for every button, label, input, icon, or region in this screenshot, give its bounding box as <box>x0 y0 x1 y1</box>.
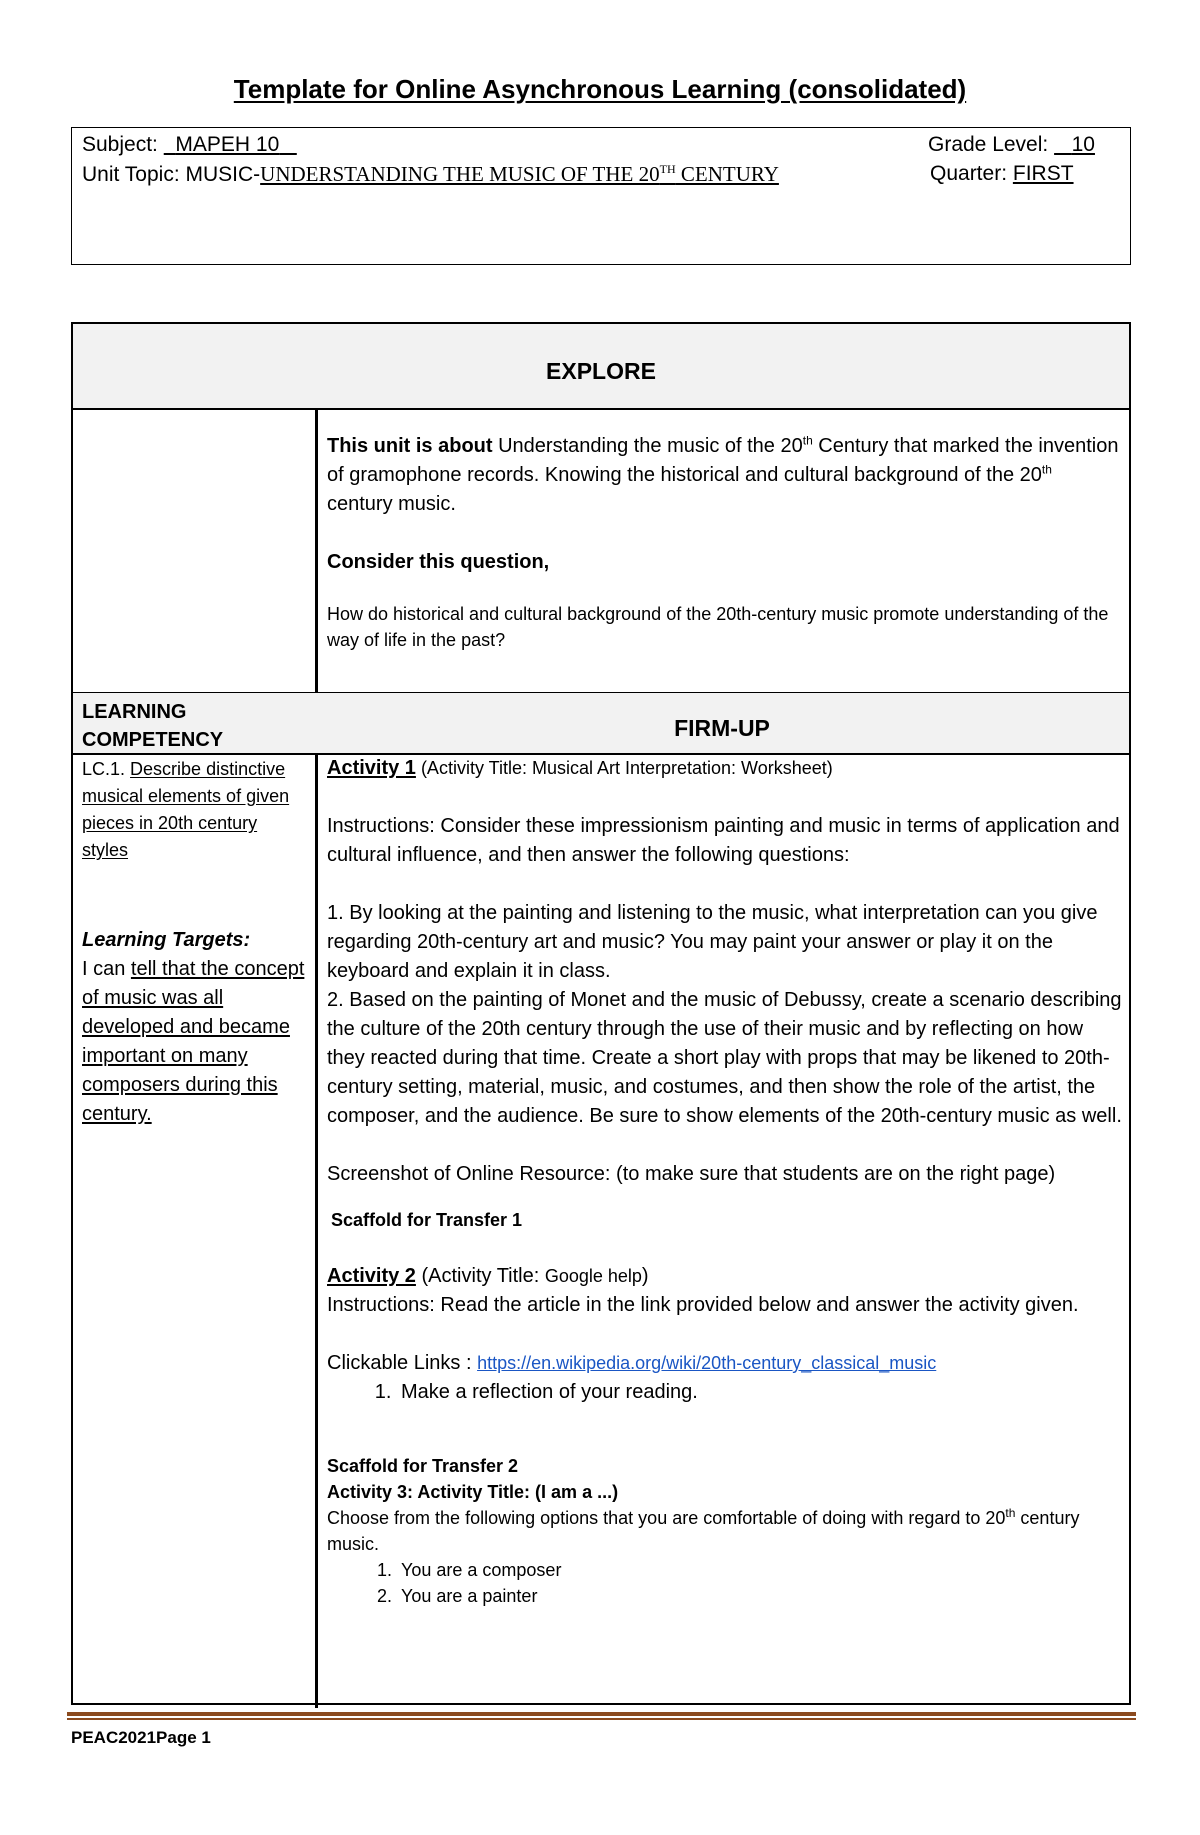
explore-cell <box>327 432 1122 653</box>
activity-3-text: Choose from the following options that you are comfortable of doing with regard to 20th century music. <box>327 1506 1080 1554</box>
learning-competency-heading: LEARNING COMPETENCY <box>82 701 224 751</box>
unit-row <box>82 162 779 187</box>
learning-targets: Learning Targets: I can tell that the concept of music was all developed and became important on many composers during this century. <box>82 929 305 1125</box>
explore-header <box>73 324 1129 410</box>
activity-3-title: Activity 3: Activity Title: (I am a ...) <box>327 1482 619 1502</box>
firm-up-heading: FIRM-UP <box>674 715 770 741</box>
list-item: 2. You are a painter <box>397 1583 1122 1609</box>
firm-up-cell <box>327 754 1122 1609</box>
activity-1-title: Activity 1 (Activity Title: Musical Art Interpretation: Worksheet) <box>327 757 833 779</box>
firm-up-header <box>73 692 1129 755</box>
activity-3-options <box>327 1557 1122 1609</box>
activity-2-title: Activity 2 (Activity Title: Google help) <box>327 1265 649 1287</box>
activity-1-question-2: 2. Based on the painting of Monet and the music of Debussy, create a scenario describing the culture of the 20th century through the use of their music and by reflecting on how they reacted during that time. Create a short play with props that may be likened to 20th-century setting, material, music, and costumes, and then show the role of the artist, the composer, and the audience. Be sure to show elements of the 20th-century music as well. <box>327 989 1122 1127</box>
consider-question: Consider this question, <box>327 551 550 573</box>
lesson-table <box>71 322 1131 1705</box>
quarter-row <box>930 162 1074 186</box>
screenshot-note: Screenshot of Online Resource: (to make sure that students are on the right page) <box>327 1163 1056 1185</box>
footer-rule-thin <box>67 1718 1136 1720</box>
subject-value: MAPEH 10 <box>175 133 280 156</box>
header-box <box>71 127 1131 265</box>
list-item: 1. Make a reflection of your reading. <box>397 1378 1122 1407</box>
list-item: 1. You are a composer <box>397 1557 1122 1583</box>
wikipedia-link[interactable]: https://en.wikipedia.org/wiki/20th-century_classical_music <box>477 1353 937 1373</box>
activity-1-question-1: 1. By looking at the painting and listening to the music, what interpretation can you give regarding 20th-century art and music? You may paint your answer or play it on the keyboard and explain it in class. <box>327 902 1098 982</box>
quarter-value: FIRST <box>1012 162 1074 185</box>
column-divider <box>315 408 318 1708</box>
competency-cell <box>82 756 307 1129</box>
subject-row <box>82 133 297 157</box>
clickable-links: Clickable Links : https://en.wikipedia.org/wiki/20th-century_classical_music <box>327 1352 937 1374</box>
grade-value: 10 <box>1071 133 1095 156</box>
page-title: Template for Online Asynchronous Learning (consolidated) <box>233 74 967 104</box>
activity-1-instructions: Instructions: Consider these impressionism painting and music in terms of application and cultural influence, and then answer the following questions: <box>327 815 1120 866</box>
activity-2-list <box>327 1378 1122 1407</box>
unit-label: Unit Topic: MUSIC- <box>82 163 261 186</box>
explore-heading: EXPLORE <box>546 358 656 384</box>
unit-intro: This unit is about Understanding the music of the 20th Century that marked the invention of gramophone records. Knowing the historical and cultural background of the 20th century music. <box>327 433 1119 515</box>
quarter-label: Quarter: <box>930 162 1008 185</box>
grade-row <box>928 133 1095 157</box>
page-footer: PEAC2021Page 1 <box>71 1728 211 1747</box>
activity-3-block <box>327 1453 1122 1609</box>
footer-rule <box>67 1712 1136 1716</box>
activity-2-instructions: Instructions: Read the article in the link provided below and answer the activity given. <box>327 1294 1079 1316</box>
unit-topic: UNDERSTANDING THE MUSIC OF THE 20TH CENTURY <box>260 162 779 186</box>
competency-text: LC.1. Describe distinctive musical elements of given pieces in 20th century styles <box>82 759 290 860</box>
scaffold-transfer-2: Scaffold for Transfer 2 <box>327 1456 519 1476</box>
essential-question: How do historical and cultural background of the 20th-century music promote understanding of the way of life in the past? <box>327 604 1109 650</box>
subject-label: Subject: <box>82 133 158 156</box>
grade-label: Grade Level: <box>928 133 1049 156</box>
scaffold-transfer-1: Scaffold for Transfer 1 <box>331 1210 523 1230</box>
